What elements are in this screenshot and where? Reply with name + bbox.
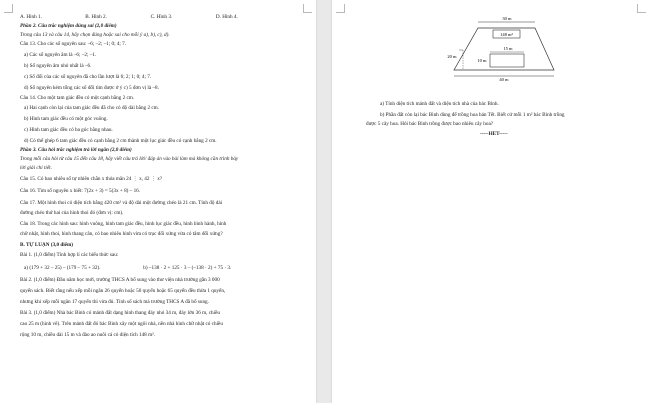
q14-item-c: c) Hình tam giác đều có ba góc bằng nhau. — [24, 127, 113, 133]
q14-item-a: a) Hai cạnh còn lại của tam giác đều đã cho có độ dài bằng 2 cm. — [24, 105, 159, 111]
exercise-3: Bài 3. (1,0 điểm) Nhà bác Bình có mảnh đất dạng hình thang đáy nhỏ 34 m, đáy lớn 36 m, chiều — [20, 310, 220, 316]
bottom-base-label: 40 m — [499, 77, 509, 82]
house-width-label: 10 m — [477, 58, 487, 63]
pond-area-label: 148 m² — [500, 32, 513, 37]
q13-item-c: c) Số đối của các số nguyên đã cho lần lượt là 6; 2; 1; 0; 4; 7. — [24, 74, 152, 80]
part-b-title: B. TỰ LUẬN (3,0 điểm) — [20, 242, 74, 248]
exercise-3-part-b-cont: được 5 cây hoa. Hỏi bác Bình trồng được bao nhiêu cây hoa? — [366, 121, 494, 127]
land-plot-figure — [332, 0, 650, 100]
top-base-label: 30 m — [502, 16, 512, 21]
part3-title: Phần 3. Câu hỏi trắc nghiệm trả lời ngắn (2,0 điểm) — [20, 147, 132, 153]
exercise-2-cont-1: quyển sách. Biết rằng nếu xếp mỗi ngăn 26 quyển hoặc 50 quyển hoặc 65 quyển đều thừa 1 quyển, — [20, 288, 226, 294]
question-17-cont: đường chéo thứ hai của hình thoi đó (đơn vị: cm). — [20, 210, 124, 216]
option-a: A. Hình 1. — [20, 14, 42, 20]
house-rectangle — [490, 54, 524, 67]
question-14: Câu 14. Cho một tam giác đều có một cạnh bằng 2 cm. — [20, 95, 135, 101]
option-b: B. Hình 2. — [85, 14, 107, 20]
part2-title: Phần 2. Câu trắc nghiệm đúng sai (2,0 điểm) — [20, 23, 117, 29]
answer-options — [20, 14, 308, 21]
margin-corner-mark — [4, 4, 13, 13]
height-label: 20 m — [447, 54, 457, 59]
exercise-2: Bài 2. (1,0 điểm) Đầu năm học mới, trường THCS A bổ sung vào thư viện nhà trường gần 3 000 — [20, 277, 220, 283]
exercise-1-a: a) (179 + 32 – 25) – (179 – 75 + 32). — [24, 265, 101, 271]
q14-item-b: b) Hình tam giác đều có một góc vuông. — [24, 116, 108, 122]
q13-item-a: a) Các số nguyên âm là –6; –2; –1. — [24, 52, 97, 58]
exercise-1: Bài 1. (1,0 điểm) Tính hợp lí các biểu thức sau: — [20, 252, 119, 258]
exercise-3-cont-2: rộng 10 m, chiều dài 15 m và đào ao nuôi cá có diện tích 148 m². — [20, 332, 155, 338]
exercise-3-part-a: a) Tính diện tích mảnh đất và diện tích nhà của bác Bình. — [380, 101, 499, 107]
exercise-3-cont-1: cao 25 m (hình vẽ). Trên mảnh đất đó bác Bình xây một ngôi nhà, nền nhà hình chữ nhật có chiều — [20, 321, 223, 327]
margin-corner-mark — [303, 4, 312, 13]
q13-item-b: b) Số nguyên âm nhỏ nhất là –6. — [24, 63, 92, 69]
question-13: Câu 13. Cho các số nguyên sau: –6; –2; –1; 0; 4; 7. — [20, 41, 127, 47]
q13-item-d: d) Số nguyên kém tổng các số đối tìm được ở ý c) 5 đơn vị là –8. — [24, 85, 159, 91]
part3-instructions: Trong mỗi câu hỏi từ câu 15 đến câu 18, hãy viết câu trả lời/ đáp án vào bài làm mà không cần trình bày — [20, 156, 239, 162]
exercise-3-part-b: b) Phần đất còn lại bác Bình dùng để trồng hoa bán Tết. Biết cứ mỗi 1 m² bác Bình trồng — [380, 112, 565, 118]
option-c: C. Hình 3. — [150, 14, 173, 20]
question-16: Câu 16. Tìm số nguyên x biết: 7(2x + 3) = 5(3x + 8) – 16. — [20, 188, 141, 194]
part3-instructions-cont: lời giải chi tiết. — [20, 165, 52, 171]
document-page-2 — [332, 0, 650, 403]
question-18: Câu 18. Trong các hình sau: hình vuông, hình tam giác đều, hình lục giác đều, hình bình hành, hình — [20, 221, 227, 227]
option-d: D. Hình 4. — [215, 14, 238, 20]
question-18-cont: chữ nhật, hình thoi, hình thang cân, có bao nhiêu hình vừa có trục đối xứng vừa có tâm đối xứng? — [20, 231, 223, 237]
question-15: Câu 15. Có bao nhiêu số tự nhiên chẵn x thỏa mãn 24 ⋮ x, 42 ⋮ x? — [20, 176, 163, 182]
part2-instructions: Trong câu 13 và câu 14, hãy chọn đúng hoặc sai cho mỗi ý a), b), c), d). — [20, 32, 170, 38]
exercise-2-cont-2: nhưng khi xếp mỗi ngăn 17 quyển thì vừa đủ. Tính số sách mà trường THCS A đã bổ sung. — [20, 299, 209, 305]
house-length-label: 15 m — [503, 46, 513, 51]
exercise-1-expressions — [24, 265, 308, 272]
end-marker: -----HẾT----- — [480, 131, 508, 137]
q14-item-d: d) Có thể ghép 6 tam giác đều có cạnh bằng 2 cm thành một lục giác đều có cạnh bằng 2 cm. — [24, 138, 217, 144]
question-17: Câu 17. Một hình thoi có diện tích bằng 420 cm² và độ dài một đường chéo là 21 cm. Tính độ dài — [20, 200, 223, 206]
exercise-1-b: b) –138 · 2 + 125 · 3 – (–138 · 2) + 75 · 3. — [143, 265, 232, 271]
document-page-1 — [0, 0, 316, 403]
